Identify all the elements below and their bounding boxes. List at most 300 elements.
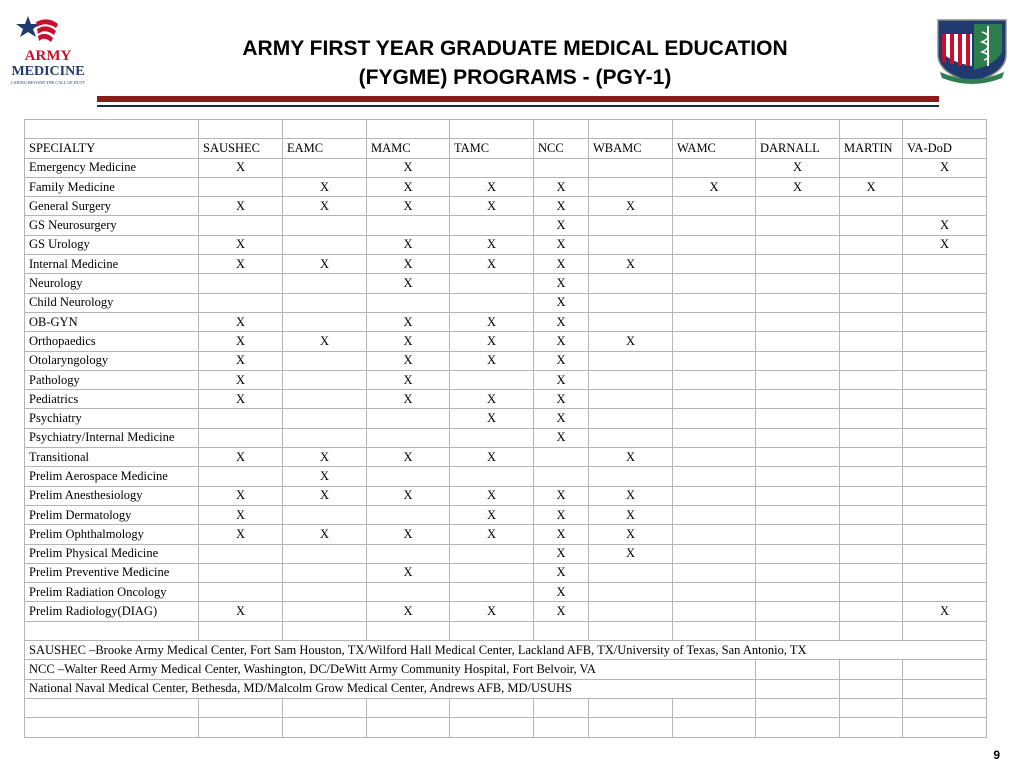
program-mark-cell: [903, 409, 987, 428]
empty-cell: [673, 120, 756, 139]
empty-cell: [840, 660, 903, 679]
program-mark-cell: X: [450, 448, 534, 467]
empty-cell: [367, 120, 450, 139]
program-mark-cell: [673, 197, 756, 216]
program-mark-cell: [450, 467, 534, 486]
program-mark-cell: [903, 448, 987, 467]
program-mark-cell: [903, 544, 987, 563]
program-mark-cell: [840, 467, 903, 486]
footnote-text: NCC –Walter Reed Army Medical Center, Washington, DC/DeWitt Army Community Hospital, Fort Belvoir, VA: [25, 660, 756, 679]
program-mark-cell: [840, 158, 903, 177]
program-mark-cell: [589, 177, 673, 196]
empty-cell: [25, 120, 199, 139]
specialty-cell: Otolaryngology: [25, 351, 199, 370]
program-mark-cell: X: [367, 448, 450, 467]
page-number: 9: [993, 748, 1000, 762]
program-mark-cell: X: [450, 602, 534, 621]
program-mark-cell: [840, 274, 903, 293]
table-row: [25, 370, 987, 389]
table-row: [25, 428, 987, 447]
specialty-cell: Prelim Dermatology: [25, 505, 199, 524]
program-mark-cell: [673, 602, 756, 621]
empty-cell: [756, 120, 840, 139]
specialty-cell: Prelim Aerospace Medicine: [25, 467, 199, 486]
program-mark-cell: X: [450, 505, 534, 524]
program-mark-cell: [283, 390, 367, 409]
specialty-cell: OB-GYN: [25, 312, 199, 331]
table-row: [25, 293, 987, 312]
program-mark-cell: X: [367, 312, 450, 331]
empty-cell: [903, 718, 987, 737]
program-mark-cell: [756, 235, 840, 254]
program-mark-cell: [450, 583, 534, 602]
program-mark-cell: X: [534, 293, 589, 312]
program-mark-cell: [283, 563, 367, 582]
army-medicine-logo-graphic: [6, 12, 90, 92]
program-mark-cell: [756, 583, 840, 602]
crest-graphic: [934, 14, 1010, 84]
table-row: [25, 390, 987, 409]
program-mark-cell: [840, 390, 903, 409]
program-mark-cell: X: [367, 563, 450, 582]
empty-cell: [903, 120, 987, 139]
program-mark-cell: X: [199, 370, 283, 389]
empty-cell: [283, 120, 367, 139]
program-mark-cell: X: [756, 158, 840, 177]
program-mark-cell: [840, 602, 903, 621]
program-mark-cell: X: [534, 351, 589, 370]
empty-cell: [756, 660, 840, 679]
specialty-cell: GS Urology: [25, 235, 199, 254]
program-mark-cell: [283, 274, 367, 293]
table-row: [25, 544, 987, 563]
empty-cell: [534, 120, 589, 139]
program-mark-cell: [673, 583, 756, 602]
table-row: [25, 235, 987, 254]
program-mark-cell: [367, 467, 450, 486]
program-mark-cell: X: [450, 409, 534, 428]
program-mark-cell: [840, 583, 903, 602]
program-mark-cell: [199, 216, 283, 235]
program-mark-cell: [756, 370, 840, 389]
specialty-cell: Prelim Radiology(DIAG): [25, 602, 199, 621]
program-mark-cell: [673, 428, 756, 447]
program-mark-cell: [756, 351, 840, 370]
program-mark-cell: [840, 409, 903, 428]
program-mark-cell: X: [367, 370, 450, 389]
empty-cell: [589, 698, 673, 717]
program-mark-cell: [673, 255, 756, 274]
program-mark-cell: [903, 312, 987, 331]
program-mark-cell: [673, 505, 756, 524]
program-mark-cell: [673, 216, 756, 235]
program-mark-cell: [903, 332, 987, 351]
empty-cell: [367, 698, 450, 717]
program-mark-cell: X: [534, 525, 589, 544]
footnote-text: National Naval Medical Center, Bethesda, MD/Malcolm Grow Medical Center, Andrews AFB, MD/USUHS: [25, 679, 756, 698]
program-mark-cell: X: [534, 583, 589, 602]
blank-row: [25, 718, 987, 737]
specialty-cell: General Surgery: [25, 197, 199, 216]
column-header: TAMC: [450, 139, 534, 158]
program-mark-cell: [903, 370, 987, 389]
program-mark-cell: [283, 351, 367, 370]
title-line-2: (FYGME) PROGRAMS - (PGY-1): [358, 66, 672, 89]
program-mark-cell: [589, 409, 673, 428]
program-mark-cell: [673, 274, 756, 293]
program-mark-cell: X: [199, 602, 283, 621]
program-mark-cell: [589, 235, 673, 254]
column-header: DARNALL: [756, 139, 840, 158]
logo-tagline: CARING BEYOND THE CALL OF DUTY: [10, 80, 86, 85]
program-mark-cell: [283, 293, 367, 312]
program-mark-cell: [283, 370, 367, 389]
program-mark-cell: X: [534, 312, 589, 331]
program-mark-cell: X: [589, 255, 673, 274]
program-mark-cell: X: [450, 235, 534, 254]
program-mark-cell: [840, 370, 903, 389]
program-mark-cell: X: [367, 390, 450, 409]
program-mark-cell: [534, 158, 589, 177]
program-mark-cell: [589, 390, 673, 409]
program-mark-cell: X: [367, 197, 450, 216]
program-mark-cell: [756, 448, 840, 467]
empty-cell: [534, 698, 589, 717]
program-mark-cell: X: [903, 235, 987, 254]
program-mark-cell: [450, 544, 534, 563]
program-mark-cell: [673, 312, 756, 331]
program-mark-cell: [673, 409, 756, 428]
program-mark-cell: X: [450, 351, 534, 370]
program-mark-cell: [199, 583, 283, 602]
program-mark-cell: X: [199, 158, 283, 177]
specialty-cell: Pathology: [25, 370, 199, 389]
program-mark-cell: [756, 467, 840, 486]
program-mark-cell: [840, 505, 903, 524]
program-mark-cell: X: [199, 235, 283, 254]
program-mark-cell: X: [367, 351, 450, 370]
specialty-cell: Prelim Physical Medicine: [25, 544, 199, 563]
empty-cell: [903, 698, 987, 717]
empty-cell: [283, 698, 367, 717]
empty-cell: [840, 120, 903, 139]
empty-cell: [199, 621, 283, 640]
note-row: [25, 660, 987, 679]
empty-cell: [367, 621, 450, 640]
empty-cell: [903, 660, 987, 679]
empty-cell: [283, 718, 367, 737]
footnote-text: SAUSHEC –Brooke Army Medical Center, Fort Sam Houston, TX/Wilford Hall Medical Center, Lackland AFB, TX/University of Texas, San Antonio, TX: [25, 641, 987, 660]
program-mark-cell: [534, 448, 589, 467]
program-mark-cell: X: [589, 525, 673, 544]
specialty-cell: Prelim Anesthesiology: [25, 486, 199, 505]
program-mark-cell: [673, 544, 756, 563]
program-mark-cell: X: [283, 177, 367, 196]
program-mark-cell: [534, 467, 589, 486]
program-mark-cell: [283, 235, 367, 254]
empty-cell: [450, 120, 534, 139]
program-mark-cell: [756, 197, 840, 216]
program-mark-cell: X: [199, 351, 283, 370]
specialty-cell: Prelim Preventive Medicine: [25, 563, 199, 582]
program-mark-cell: [199, 544, 283, 563]
program-mark-cell: X: [534, 409, 589, 428]
program-mark-cell: [199, 177, 283, 196]
program-mark-cell: X: [589, 486, 673, 505]
program-mark-cell: [903, 274, 987, 293]
program-mark-cell: [840, 428, 903, 447]
program-mark-cell: X: [283, 255, 367, 274]
specialty-cell: Transitional: [25, 448, 199, 467]
empty-cell: [199, 718, 283, 737]
program-mark-cell: [589, 370, 673, 389]
program-mark-cell: [199, 428, 283, 447]
program-mark-cell: [673, 158, 756, 177]
empty-cell: [903, 679, 987, 698]
program-mark-cell: [450, 370, 534, 389]
program-mark-cell: [450, 158, 534, 177]
program-mark-cell: X: [199, 197, 283, 216]
program-mark-cell: X: [367, 177, 450, 196]
column-header: WBAMC: [589, 139, 673, 158]
program-mark-cell: X: [283, 486, 367, 505]
program-mark-cell: [673, 448, 756, 467]
program-mark-cell: [840, 197, 903, 216]
program-mark-cell: [903, 428, 987, 447]
empty-cell: [367, 718, 450, 737]
program-mark-cell: [840, 351, 903, 370]
program-mark-cell: [756, 505, 840, 524]
program-mark-cell: X: [673, 177, 756, 196]
program-mark-cell: [367, 428, 450, 447]
table-row: [25, 563, 987, 582]
empty-cell: [589, 120, 673, 139]
program-mark-cell: [367, 293, 450, 312]
programs-table-container: [24, 119, 987, 738]
program-mark-cell: X: [450, 486, 534, 505]
header-rule-navy: [97, 105, 939, 107]
table-row: [25, 602, 987, 621]
program-mark-cell: [450, 293, 534, 312]
program-mark-cell: [903, 467, 987, 486]
program-mark-cell: [589, 563, 673, 582]
program-mark-cell: [840, 563, 903, 582]
table-row: [25, 158, 987, 177]
program-mark-cell: X: [840, 177, 903, 196]
blank-row: [25, 120, 987, 139]
table-row: [25, 409, 987, 428]
empty-cell: [840, 718, 903, 737]
program-mark-cell: [756, 428, 840, 447]
empty-cell: [283, 621, 367, 640]
specialty-cell: GS Neurosurgery: [25, 216, 199, 235]
empty-cell: [589, 718, 673, 737]
program-mark-cell: [903, 563, 987, 582]
program-mark-cell: X: [534, 216, 589, 235]
program-mark-cell: [450, 563, 534, 582]
empty-cell: [199, 698, 283, 717]
program-mark-cell: [673, 351, 756, 370]
program-mark-cell: [283, 428, 367, 447]
program-mark-cell: [756, 293, 840, 312]
program-mark-cell: X: [367, 602, 450, 621]
program-mark-cell: X: [534, 428, 589, 447]
program-mark-cell: X: [367, 158, 450, 177]
program-mark-cell: [903, 177, 987, 196]
specialty-cell: Orthopaedics: [25, 332, 199, 351]
empty-cell: [673, 718, 756, 737]
program-mark-cell: [283, 409, 367, 428]
program-mark-cell: X: [367, 332, 450, 351]
program-mark-cell: X: [283, 448, 367, 467]
program-mark-cell: [673, 525, 756, 544]
table-header-row: [25, 139, 987, 158]
program-mark-cell: [673, 332, 756, 351]
specialty-cell: Neurology: [25, 274, 199, 293]
program-mark-cell: [367, 216, 450, 235]
program-mark-cell: X: [589, 448, 673, 467]
program-mark-cell: [673, 467, 756, 486]
program-mark-cell: [589, 351, 673, 370]
table-row: [25, 505, 987, 524]
empty-cell: [840, 621, 903, 640]
program-mark-cell: [840, 235, 903, 254]
program-mark-cell: [589, 583, 673, 602]
program-mark-cell: [756, 255, 840, 274]
program-mark-cell: [673, 486, 756, 505]
table-row: [25, 312, 987, 331]
program-mark-cell: [840, 216, 903, 235]
empty-cell: [25, 698, 199, 717]
empty-cell: [450, 621, 534, 640]
empty-cell: [25, 621, 199, 640]
note-row: [25, 641, 987, 660]
program-mark-cell: X: [903, 216, 987, 235]
program-mark-cell: X: [589, 505, 673, 524]
specialty-cell: Child Neurology: [25, 293, 199, 312]
program-mark-cell: [673, 370, 756, 389]
program-mark-cell: X: [283, 332, 367, 351]
table-row: [25, 525, 987, 544]
program-mark-cell: X: [450, 177, 534, 196]
program-mark-cell: [840, 293, 903, 312]
program-mark-cell: [589, 274, 673, 293]
program-mark-cell: [756, 274, 840, 293]
program-mark-cell: X: [450, 332, 534, 351]
note-row: [25, 679, 987, 698]
program-mark-cell: [673, 293, 756, 312]
program-mark-cell: X: [283, 197, 367, 216]
program-mark-cell: [283, 158, 367, 177]
program-mark-cell: [756, 216, 840, 235]
program-mark-cell: [673, 235, 756, 254]
program-mark-cell: X: [534, 486, 589, 505]
program-mark-cell: X: [367, 255, 450, 274]
program-mark-cell: [367, 505, 450, 524]
empty-cell: [903, 621, 987, 640]
program-mark-cell: X: [367, 235, 450, 254]
program-mark-cell: X: [903, 158, 987, 177]
empty-cell: [450, 698, 534, 717]
empty-cell: [840, 698, 903, 717]
program-mark-cell: X: [450, 255, 534, 274]
program-mark-cell: [756, 312, 840, 331]
empty-cell: [756, 698, 840, 717]
title-line-1: ARMY FIRST YEAR GRADUATE MEDICAL EDUCATION: [242, 37, 788, 60]
table-row: [25, 583, 987, 602]
program-mark-cell: [199, 467, 283, 486]
empty-cell: [840, 679, 903, 698]
program-mark-cell: [199, 409, 283, 428]
program-mark-cell: [283, 544, 367, 563]
empty-cell: [756, 621, 840, 640]
program-mark-cell: [283, 312, 367, 331]
program-mark-cell: [756, 602, 840, 621]
program-mark-cell: X: [450, 525, 534, 544]
column-header: VA-DoD: [903, 139, 987, 158]
program-mark-cell: X: [534, 235, 589, 254]
program-mark-cell: X: [534, 505, 589, 524]
program-mark-cell: X: [589, 332, 673, 351]
program-mark-cell: [756, 563, 840, 582]
program-mark-cell: X: [283, 525, 367, 544]
program-mark-cell: X: [450, 312, 534, 331]
program-mark-cell: X: [199, 390, 283, 409]
program-mark-cell: X: [199, 505, 283, 524]
program-mark-cell: [589, 428, 673, 447]
empty-cell: [534, 621, 589, 640]
program-mark-cell: X: [199, 312, 283, 331]
program-mark-cell: [450, 274, 534, 293]
empty-cell: [25, 718, 199, 737]
program-mark-cell: [840, 525, 903, 544]
program-mark-cell: X: [283, 467, 367, 486]
program-mark-cell: [903, 525, 987, 544]
program-mark-cell: X: [534, 370, 589, 389]
program-mark-cell: [840, 448, 903, 467]
program-mark-cell: X: [756, 177, 840, 196]
empty-cell: [450, 718, 534, 737]
program-mark-cell: [840, 332, 903, 351]
empty-cell: [673, 621, 756, 640]
program-mark-cell: [589, 312, 673, 331]
specialty-cell: Prelim Ophthalmology: [25, 525, 199, 544]
column-header: MARTIN: [840, 139, 903, 158]
table-row: [25, 274, 987, 293]
program-mark-cell: [450, 216, 534, 235]
program-mark-cell: [840, 544, 903, 563]
program-mark-cell: X: [534, 177, 589, 196]
medical-corps-crest: [934, 14, 1010, 84]
program-mark-cell: [199, 274, 283, 293]
program-mark-cell: [199, 563, 283, 582]
program-mark-cell: [903, 486, 987, 505]
program-mark-cell: [903, 390, 987, 409]
program-mark-cell: [756, 332, 840, 351]
column-header: NCC: [534, 139, 589, 158]
program-mark-cell: [673, 390, 756, 409]
program-mark-cell: X: [199, 525, 283, 544]
specialty-cell: Prelim Radiation Oncology: [25, 583, 199, 602]
empty-cell: [589, 621, 673, 640]
program-mark-cell: [589, 216, 673, 235]
program-mark-cell: [367, 409, 450, 428]
program-mark-cell: [756, 390, 840, 409]
table-row: [25, 486, 987, 505]
program-mark-cell: [756, 544, 840, 563]
column-header: MAMC: [367, 139, 450, 158]
table-row: [25, 332, 987, 351]
